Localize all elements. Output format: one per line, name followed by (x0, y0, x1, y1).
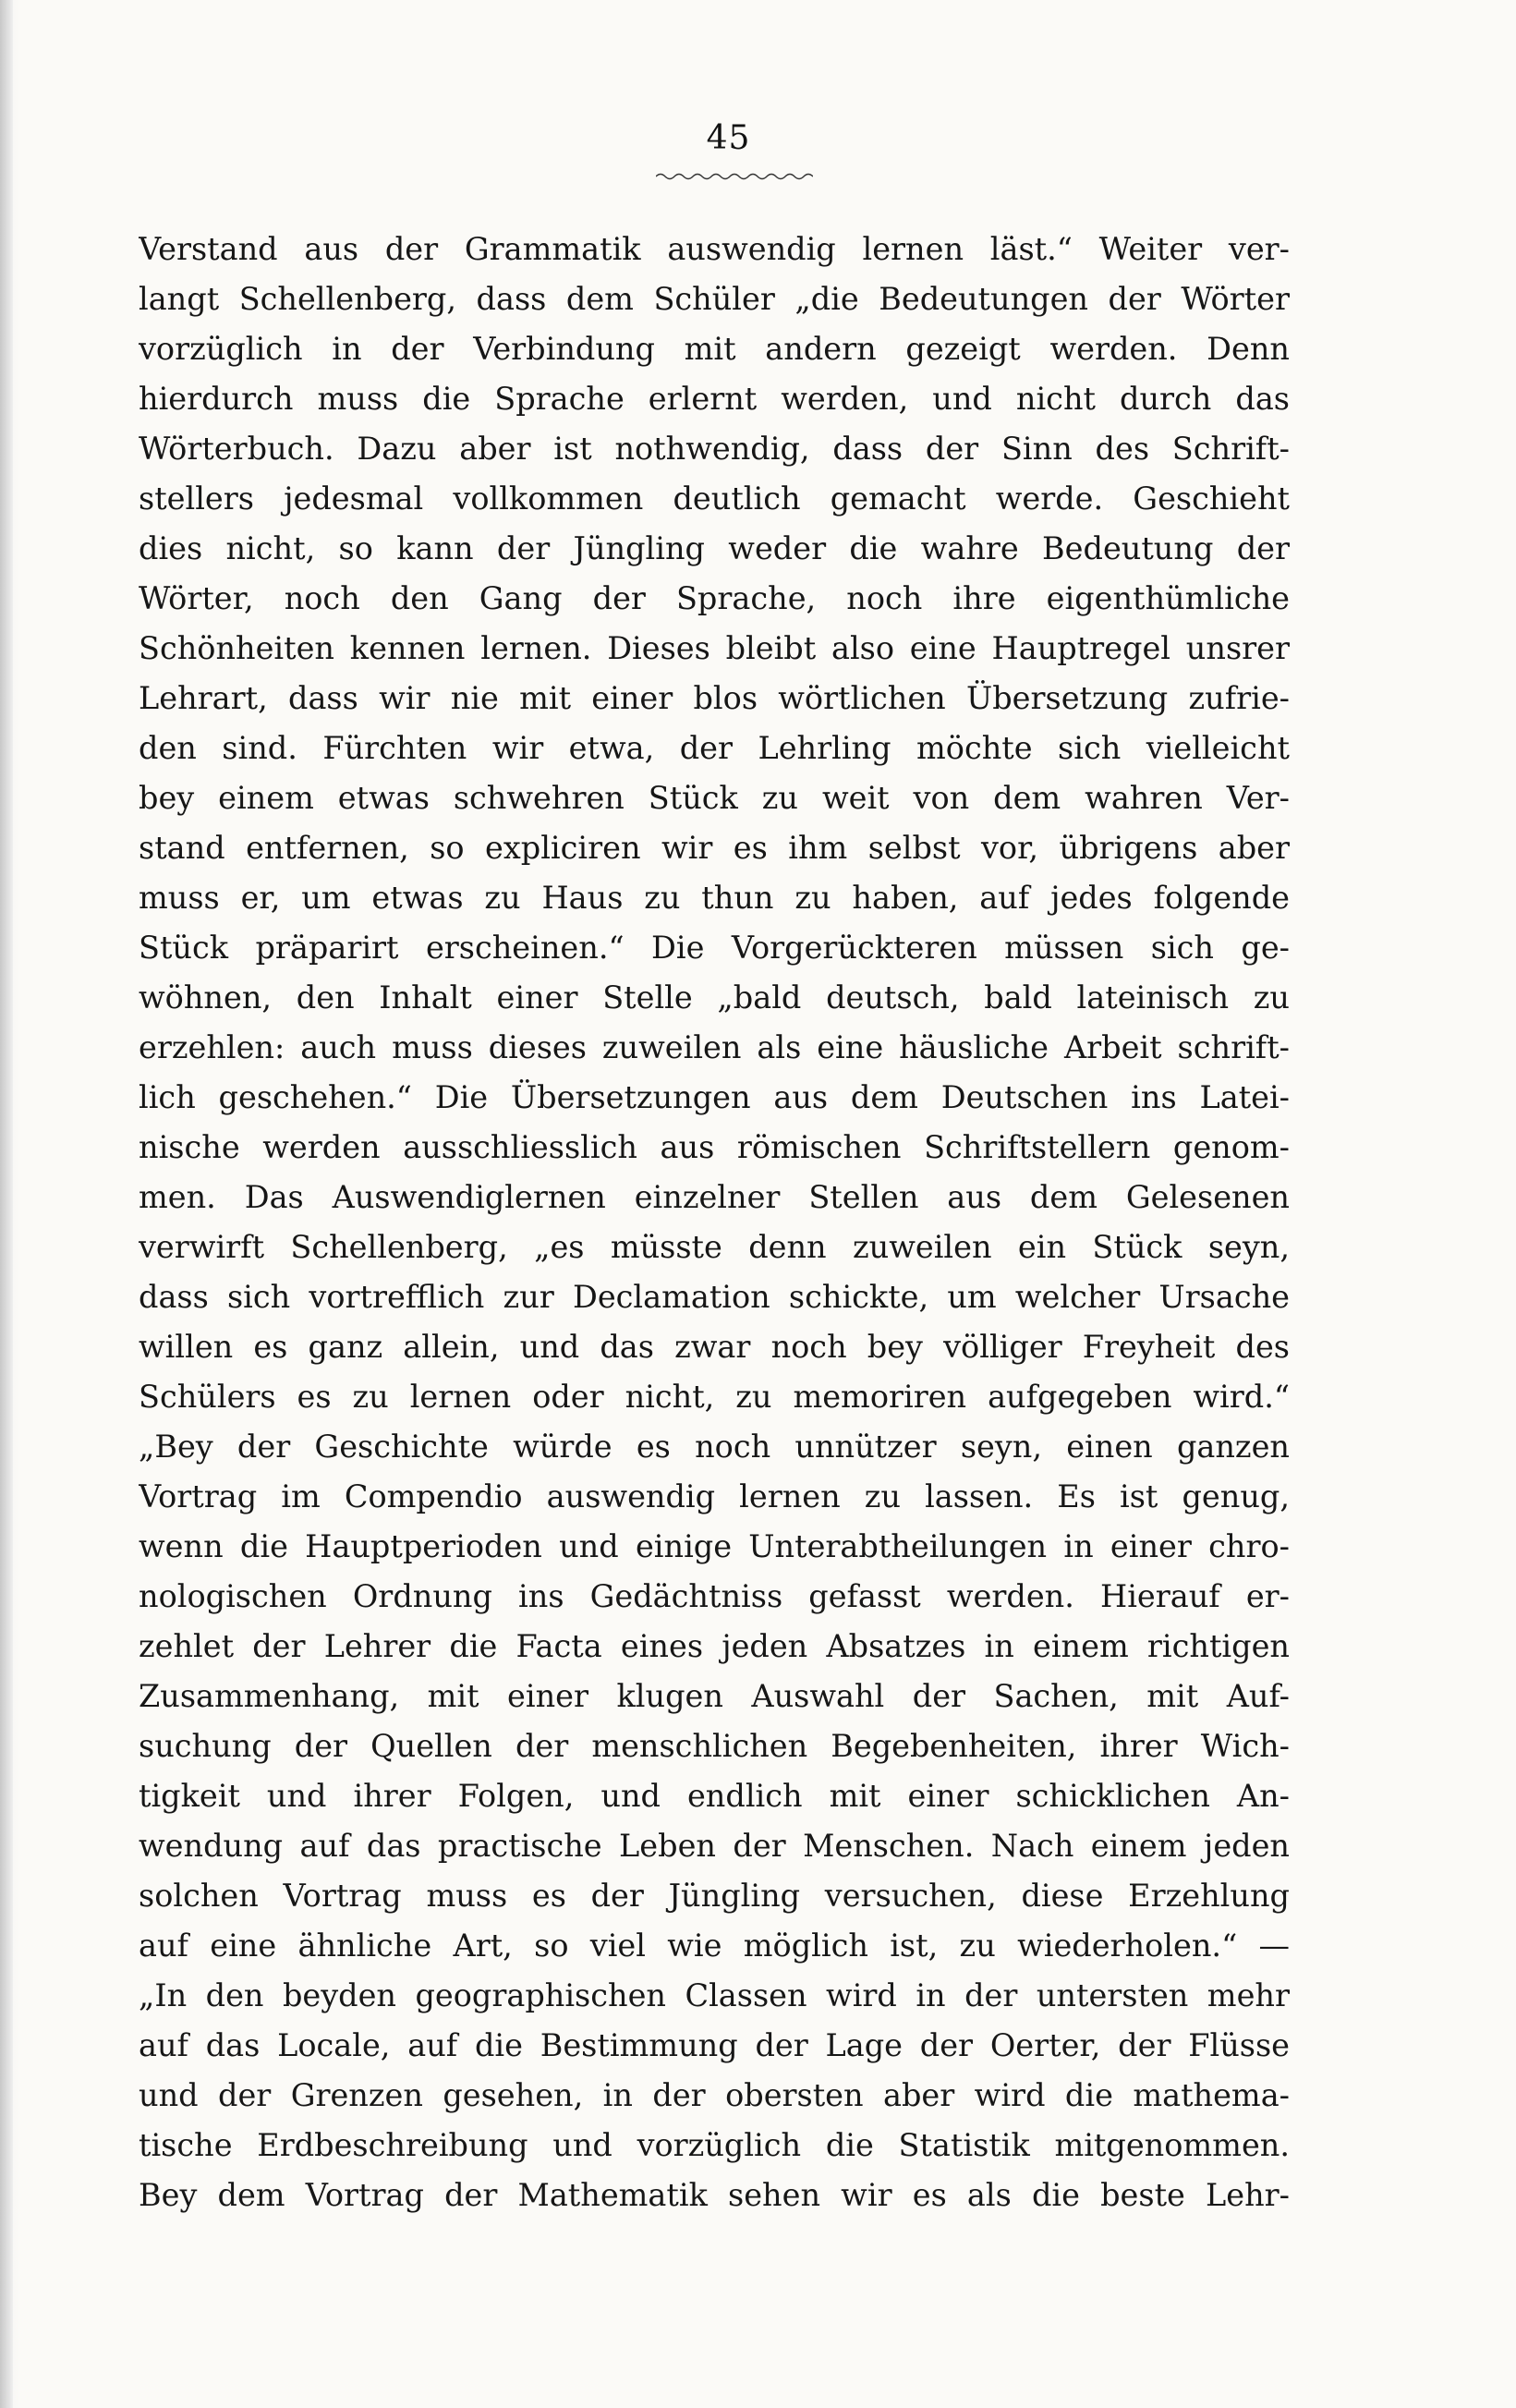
text-line: Vortrag im Compendio auswendig lernen zu lassen. Es ist genug, (139, 1478, 1290, 1514)
text-line: erzehlen: auch muss dieses zuweilen als eine häusliche Arbeit schrift- (139, 1029, 1290, 1065)
text-line: dies nicht, so kann der Jüngling weder die wahre Bedeutung der (139, 530, 1290, 566)
text-line: Schülers es zu lernen oder nicht, zu memoriren aufgegeben wird.“ (139, 1379, 1290, 1415)
text-line: tische Erdbeschreibung und vorzüglich die Statistik mitgenommen. (139, 2127, 1290, 2163)
page-binding-edge (0, 0, 13, 2408)
text-line: Verstand aus der Grammatik auswendig lernen läst.“ Weiter ver- (139, 231, 1290, 267)
text-line: solchen Vortrag muss es der Jüngling versuchen, diese Erzehlung (139, 1878, 1290, 1914)
text-line: nische werden ausschliesslich aus römischen Schriftstellern genom- (139, 1129, 1290, 1165)
text-line: dass sich vortrefflich zur Declamation schickte, um welcher Ursache (139, 1279, 1290, 1315)
text-line: Zusammenhang, mit einer klugen Auswahl der Sachen, mit Auf- (139, 1678, 1290, 1714)
text-line: Lehrart, dass wir nie mit einer blos wörtlichen Übersetzung zufrie- (139, 680, 1290, 716)
text-line: nologischen Ordnung ins Gedächtniss gefasst werden. Hierauf er- (139, 1578, 1290, 1614)
text-line: wenn die Hauptperioden und einige Unterabtheilungen in einer chro- (139, 1528, 1290, 1564)
text-line: men. Das Auswendiglernen einzelner Stellen aus dem Gelesenen (139, 1179, 1290, 1215)
text-line: stand entfernen, so expliciren wir es ihm selbst vor, übrigens aber (139, 830, 1290, 866)
text-line: Schönheiten kennen lernen. Dieses bleibt also eine Hauptregel unsrer (139, 630, 1290, 666)
text-line: zehlet der Lehrer die Facta eines jeden Absatzes in einem richtigen (139, 1628, 1290, 1664)
body-text (139, 225, 1290, 2220)
text-line: den sind. Fürchten wir etwa, der Lehrling möchte sich vielleicht (139, 730, 1290, 766)
text-line: vorzüglich in der Verbindung mit andern gezeigt werden. Denn (139, 331, 1290, 367)
text-line: willen es ganz allein, und das zwar noch bey völliger Freyheit des (139, 1329, 1290, 1365)
text-line: muss er, um etwas zu Haus zu thun zu haben, auf jedes folgende (139, 880, 1290, 916)
text-line: Wörterbuch. Dazu aber ist nothwendig, dass der Sinn des Schrift- (139, 431, 1290, 467)
text-line: Bey dem Vortrag der Mathematik sehen wir es als die beste Lehr- (139, 2177, 1290, 2213)
wavy-ornament-icon (656, 171, 813, 182)
text-line: wöhnen, den Inhalt einer Stelle „bald deutsch, bald lateinisch zu (139, 979, 1290, 1015)
page-header (0, 120, 1516, 157)
text-line: stellers jedesmal vollkommen deutlich gemacht werde. Geschieht (139, 480, 1290, 517)
text-line: suchung der Quellen der menschlichen Begebenheiten, ihrer Wich- (139, 1728, 1290, 1764)
text-line: langt Schellenberg, dass dem Schüler „die Bedeutungen der Wörter (139, 281, 1290, 317)
text-line: „In den beyden geographischen Classen wird in der untersten mehr (139, 1977, 1290, 2013)
text-line: auf das Locale, auf die Bestimmung der Lage der Oerter, der Flüsse (139, 2027, 1290, 2063)
text-line: hierdurch muss die Sprache erlernt werden, und nicht durch das (139, 381, 1290, 417)
page-number: 45 (706, 119, 751, 157)
text-line: verwirft Schellenberg, „es müsste denn zuweilen ein Stück seyn, (139, 1229, 1290, 1265)
text-line: auf eine ähnliche Art, so viel wie möglich ist, zu wiederholen.“ — (139, 1928, 1290, 1964)
text-line: lich geschehen.“ Die Übersetzungen aus dem Deutschen ins Latei- (139, 1079, 1290, 1115)
text-line: Stück präparirt erscheinen.“ Die Vorgerückteren müssen sich ge- (139, 930, 1290, 966)
text-line: und der Grenzen gesehen, in der obersten aber wird die mathema- (139, 2077, 1290, 2113)
text-line: tigkeit und ihrer Folgen, und endlich mit einer schicklichen An- (139, 1778, 1290, 1814)
text-line: „Bey der Geschichte würde es noch unnützer seyn, einen ganzen (139, 1429, 1290, 1465)
text-line: wendung auf das practische Leben der Menschen. Nach einem jeden (139, 1828, 1290, 1864)
text-line: bey einem etwas schwehren Stück zu weit von dem wahren Ver- (139, 780, 1290, 816)
text-line: Wörter, noch den Gang der Sprache, noch ihre eigenthümliche (139, 580, 1290, 616)
